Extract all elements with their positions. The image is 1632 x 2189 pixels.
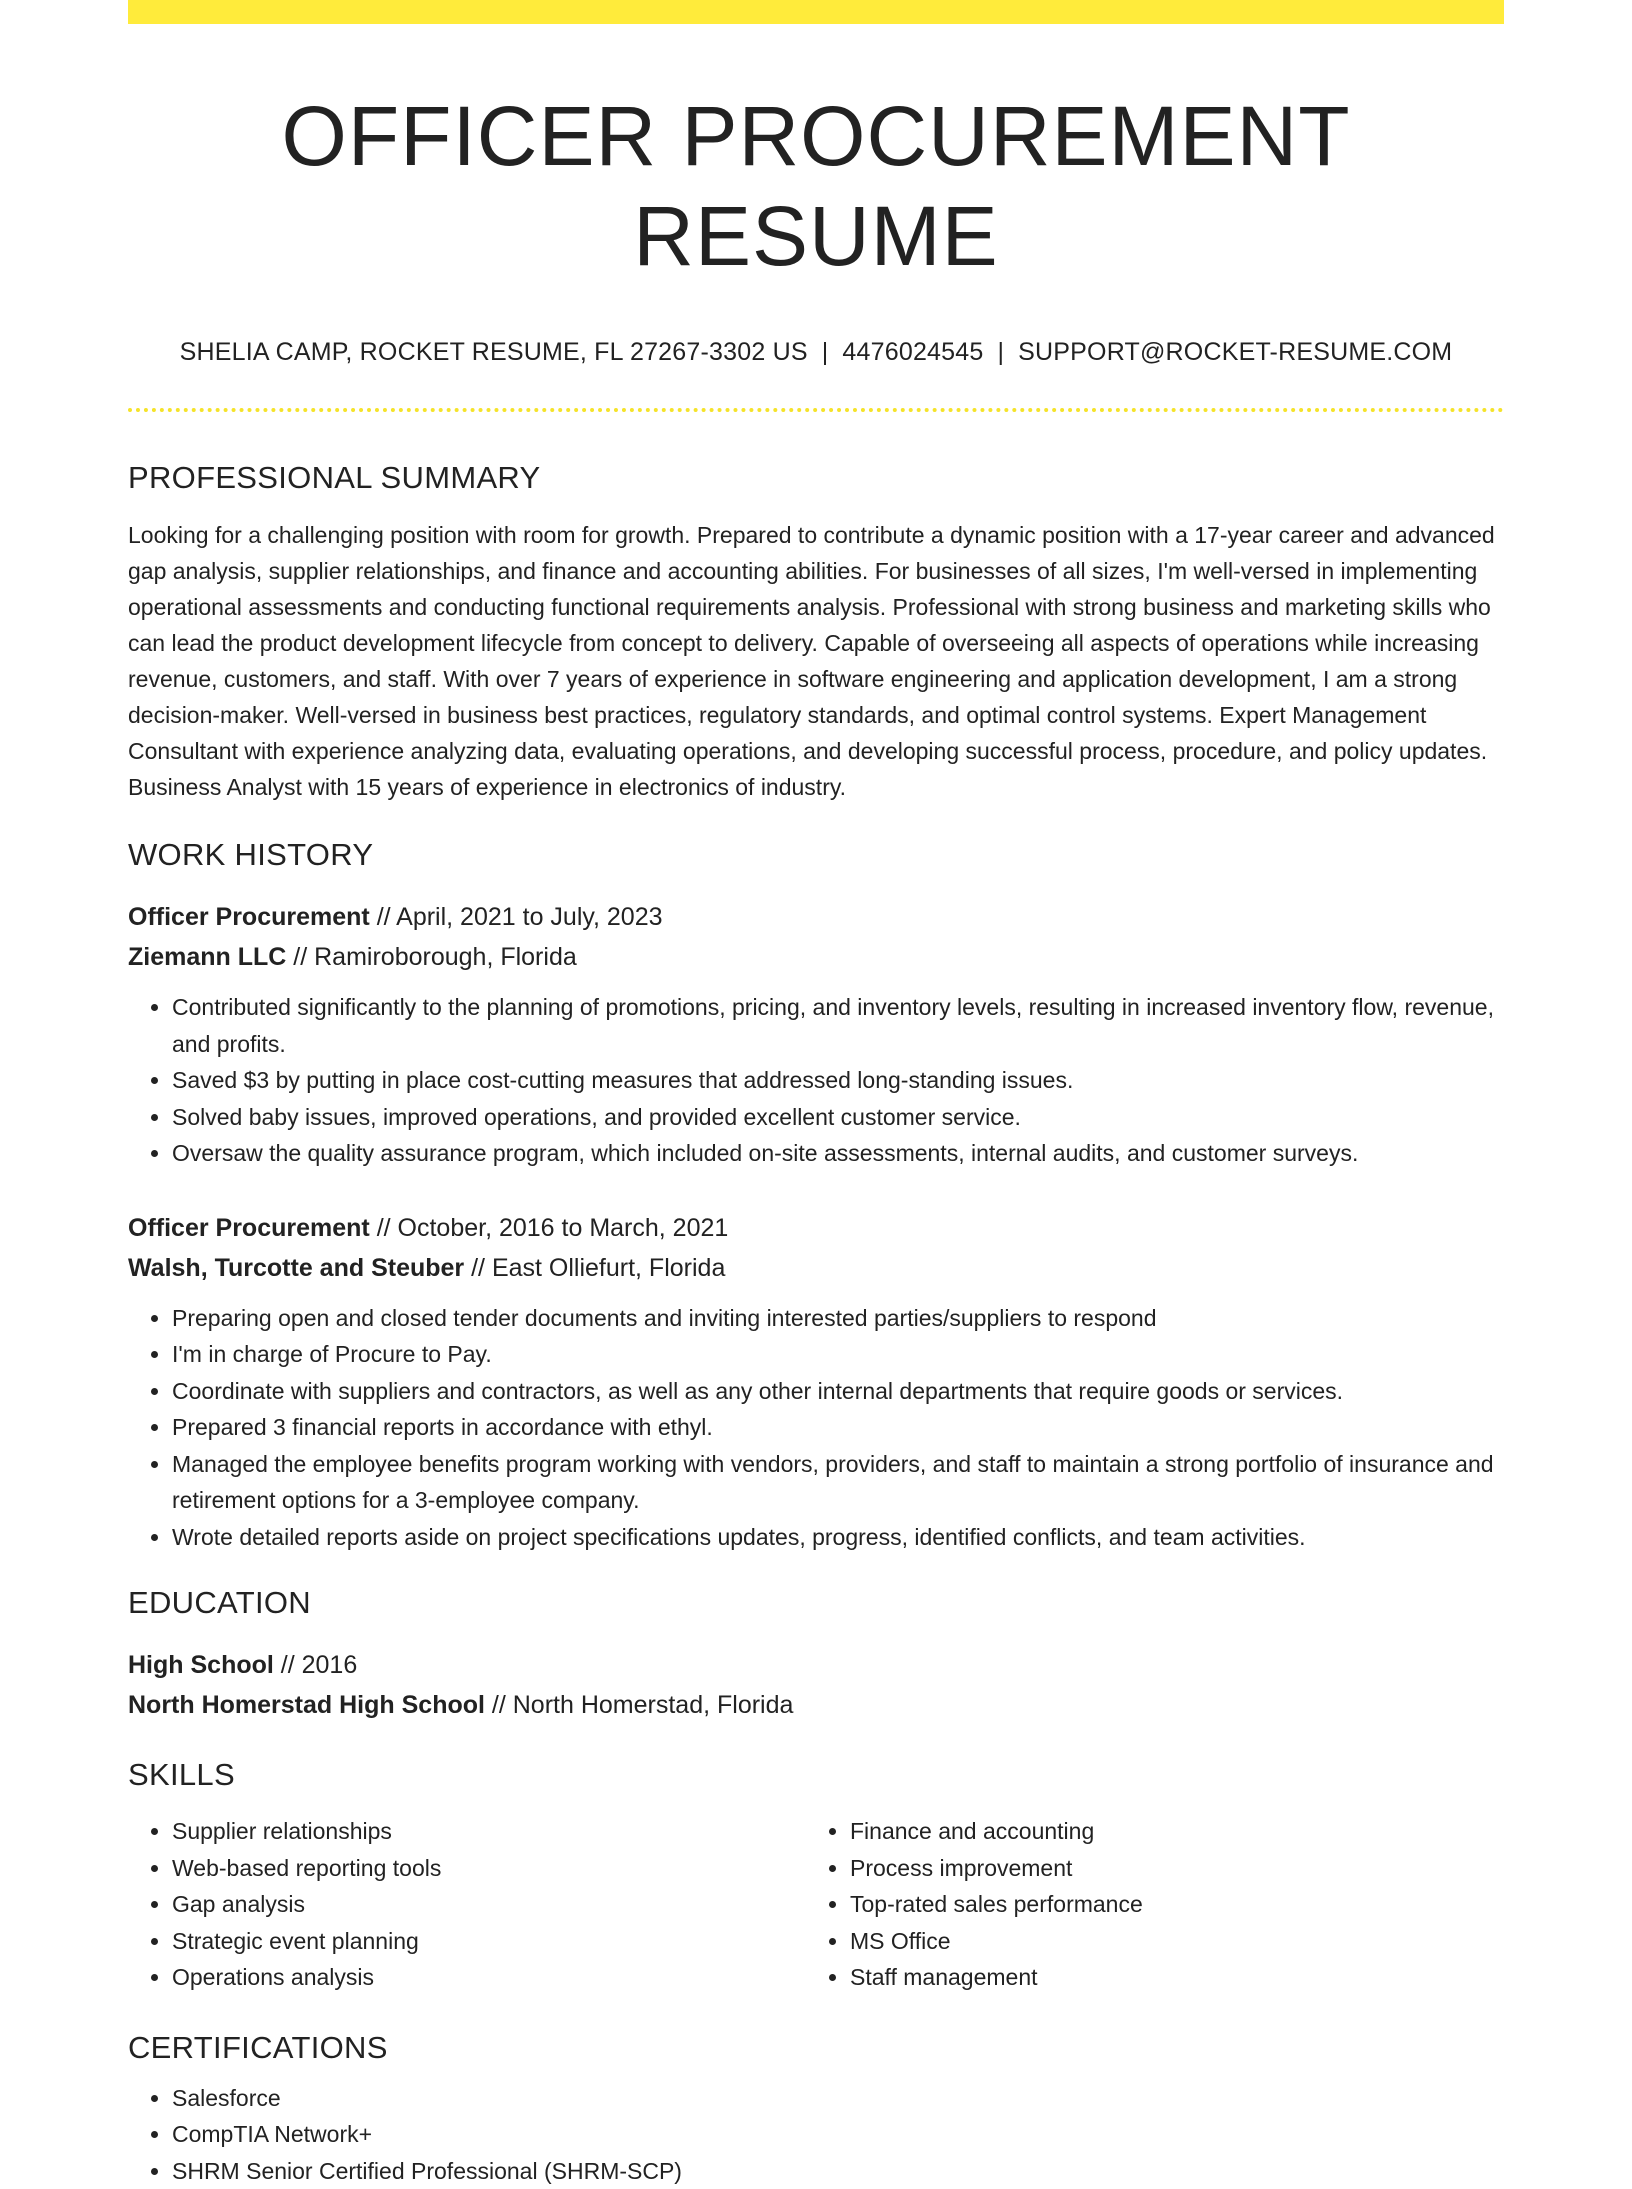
certifications-heading: CERTIFICATIONS: [128, 2028, 1504, 2068]
certifications-list: [128, 2080, 1504, 2189]
job-company-line: [128, 1248, 1504, 1288]
accent-top-bar: [128, 0, 1504, 24]
summary-heading: PROFESSIONAL SUMMARY: [128, 458, 1504, 498]
education-year: // 2016: [274, 1651, 357, 1679]
contact-email: SUPPORT@ROCKET-RESUME.COM: [1018, 338, 1452, 366]
work-history-heading: WORK HISTORY: [128, 835, 1504, 875]
job-bullet: • Managed the employee benefits program working with vendors, providers, and staff to maintain a strong portfolio of insurance and retirement options for a 3-employee company.: [172, 1446, 1504, 1519]
job-title-line: [128, 1208, 1504, 1248]
skill-item: • Gap analysis: [172, 1886, 806, 1923]
skills-column-right: [806, 1813, 1484, 1996]
skill-item: • Finance and accounting: [850, 1813, 1484, 1850]
contact-phone: 4476024545: [842, 338, 983, 366]
job-bullet: • Coordinate with suppliers and contractors, as well as any other internal departments that require goods or services.: [172, 1373, 1504, 1410]
skills-list: [806, 1813, 1484, 1996]
education-heading: EDUCATION: [128, 1583, 1504, 1623]
education-location: // North Homerstad, Florida: [485, 1691, 793, 1719]
job-bullet: • Wrote detailed reports aside on project specifications updates, progress, identified conflicts, and team activities.: [172, 1519, 1504, 1556]
skills-grid: [128, 1813, 1504, 1996]
job-bullet: • Preparing open and closed tender documents and inviting interested parties/suppliers to respond: [172, 1300, 1504, 1337]
skills-heading: SKILLS: [128, 1755, 1504, 1795]
job-dates: // April, 2021 to July, 2023: [370, 903, 663, 931]
skill-item: • Strategic event planning: [172, 1923, 806, 1960]
skill-item: • Web-based reporting tools: [172, 1850, 806, 1887]
resume-page: [128, 0, 1504, 2189]
dotted-divider: [128, 408, 1504, 412]
certification-item: • Salesforce: [172, 2080, 1504, 2117]
contact-line: [128, 336, 1504, 368]
job-bullet: • Solved baby issues, improved operations, and provided excellent customer service.: [172, 1099, 1504, 1136]
job-location: // Ramiroborough, Florida: [286, 943, 576, 971]
job-title: Officer Procurement: [128, 903, 370, 931]
certification-item: • SHRM Senior Certified Professional (SHRM-SCP): [172, 2153, 1504, 2189]
summary-text: Looking for a challenging position with room for growth. Prepared to contribute a dynamic position with a 17-year career and advanced gap analysis, supplier relationships, and finance and accounting abilities. For businesses of all sizes, I'm well-versed in implementing operational assessments and conducting functional requirements analysis. Professional with strong business and marketing skills who can lead the product development lifecycle from concept to delivery. Capable of overseeing all aspects of operations while increasing revenue, customers, and staff. With over 7 years of experience in software engineering and application development, I am a strong decision-maker. Well-versed in business best practices, regulatory standards, and optimal control systems. Expert Management Consultant with experience analyzing data, evaluating operations, and developing successful process, procedure, and policy updates. Business Analyst with 15 years of experience in electronics of industry.: [128, 517, 1504, 805]
job-company: Walsh, Turcotte and Steuber: [128, 1254, 464, 1282]
skills-column-left: [128, 1813, 806, 1996]
certification-item: • CompTIA Network+: [172, 2116, 1504, 2153]
job-title: Officer Procurement: [128, 1214, 370, 1242]
job-bullet: • Saved $3 by putting in place cost-cutting measures that addressed long-standing issues.: [172, 1062, 1504, 1099]
job-company-line: [128, 937, 1504, 977]
job-title-line: [128, 897, 1504, 937]
job-bullet: • Prepared 3 financial reports in accordance with ethyl.: [172, 1409, 1504, 1446]
job-dates: // October, 2016 to March, 2021: [370, 1214, 729, 1242]
job-entry: [128, 1208, 1504, 1556]
job-bullets: [128, 989, 1504, 1172]
education-degree: High School: [128, 1651, 274, 1679]
education-school-line: [128, 1685, 1504, 1725]
contact-separator: |: [983, 338, 1018, 366]
job-location: // East Olliefurt, Florida: [464, 1254, 725, 1282]
contact-address: SHELIA CAMP, ROCKET RESUME, FL 27267-3302 US: [180, 338, 808, 366]
contact-separator: |: [808, 338, 843, 366]
job-bullet: • I'm in charge of Procure to Pay.: [172, 1336, 1504, 1373]
education-school: North Homerstad High School: [128, 1691, 485, 1719]
skill-item: • Process improvement: [850, 1850, 1484, 1887]
job-company: Ziemann LLC: [128, 943, 286, 971]
job-entry: [128, 897, 1504, 1172]
skill-item: • Supplier relationships: [172, 1813, 806, 1850]
skill-item: • Top-rated sales performance: [850, 1886, 1484, 1923]
resume-title: OFFICER PROCUREMENT RESUME: [128, 86, 1504, 286]
job-bullets: [128, 1300, 1504, 1556]
job-bullet: • Oversaw the quality assurance program, which included on-site assessments, internal audits, and customer surveys.: [172, 1135, 1504, 1172]
skill-item: • Staff management: [850, 1959, 1484, 1996]
education-degree-line: [128, 1645, 1504, 1685]
skills-list: [128, 1813, 806, 1996]
education-entry: [128, 1645, 1504, 1725]
skill-item: • Operations analysis: [172, 1959, 806, 1996]
skill-item: • MS Office: [850, 1923, 1484, 1960]
job-bullet: • Contributed significantly to the planning of promotions, pricing, and inventory levels, resulting in increased inventory flow, revenue, and profits.: [172, 989, 1504, 1062]
